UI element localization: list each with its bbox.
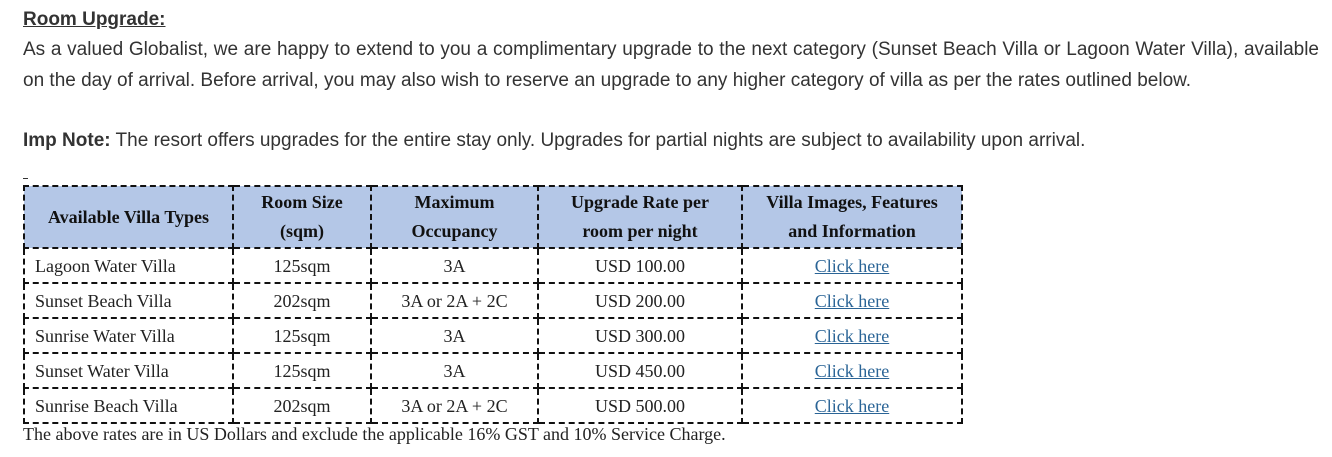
header-villa-info: Villa Images, Features and Information: [742, 186, 962, 248]
header-max-occupancy: Maximum Occupancy: [371, 186, 538, 248]
header-upgrade-rate: Upgrade Rate per room per night: [538, 186, 742, 248]
header-villa-type: Available Villa Types: [24, 186, 233, 248]
occupancy-cell: 3A: [371, 248, 538, 283]
villa-type-cell: Sunset Water Villa: [24, 353, 233, 388]
note-text: The resort offers upgrades for the entire stay only. Upgrades for partial nights are subject to availability upon arrival.: [110, 130, 1086, 151]
header-room-size: Room Size (sqm): [233, 186, 371, 248]
note-label: Imp Note:: [23, 130, 111, 151]
villa-type-cell: Lagoon Water Villa: [24, 248, 233, 283]
room-size-cell: 125sqm: [233, 318, 371, 353]
info-cell: [742, 388, 962, 423]
rate-cell: USD 300.00: [538, 318, 742, 353]
info-cell: [742, 353, 962, 388]
room-size-cell: 202sqm: [233, 283, 371, 318]
upgrade-description: As a valued Globalist, we are happy to extend to you a complimentary upgrade to the next category (Sunset Beach Villa or Lagoon Water Villa), available on the day of arrival. Before arrival, you may also wish to reserve an upgrade to any higher category of villa as per the rates outlined below.: [23, 39, 1319, 91]
click-here-link[interactable]: Click here: [814, 290, 890, 311]
important-note: [23, 126, 1319, 156]
table-row: [24, 353, 962, 388]
upgrade-rates-table: [23, 185, 963, 424]
click-here-link[interactable]: Click here: [814, 395, 890, 416]
rate-cell: USD 100.00: [538, 248, 742, 283]
section-heading: Room Upgrade:: [23, 9, 166, 30]
rate-cell: USD 500.00: [538, 388, 742, 423]
rates-footnote: The above rates are in US Dollars and exclude the applicable 16% GST and 10% Service Charge.: [23, 424, 726, 444]
occupancy-cell: 3A or 2A + 2C: [371, 388, 538, 423]
villa-type-cell: Sunset Beach Villa: [24, 283, 233, 318]
click-here-link[interactable]: Click here: [814, 325, 890, 346]
rate-cell: USD 200.00: [538, 283, 742, 318]
room-size-cell: 202sqm: [233, 388, 371, 423]
info-cell: [742, 283, 962, 318]
table-row: [24, 248, 962, 283]
occupancy-cell: 3A: [371, 318, 538, 353]
click-here-link[interactable]: Click here: [814, 255, 890, 276]
room-size-cell: 125sqm: [233, 353, 371, 388]
occupancy-cell: 3A: [371, 353, 538, 388]
table-header-row: [24, 186, 962, 248]
info-cell: [742, 318, 962, 353]
room-size-cell: 125sqm: [233, 248, 371, 283]
table-row: [24, 283, 962, 318]
villa-type-cell: Sunrise Beach Villa: [24, 388, 233, 423]
villa-type-cell: Sunrise Water Villa: [24, 318, 233, 353]
divider-mark: [23, 178, 28, 179]
occupancy-cell: 3A or 2A + 2C: [371, 283, 538, 318]
table-row: [24, 388, 962, 423]
table-row: [24, 318, 962, 353]
rate-cell: USD 450.00: [538, 353, 742, 388]
info-cell: [742, 248, 962, 283]
click-here-link[interactable]: Click here: [814, 360, 890, 381]
